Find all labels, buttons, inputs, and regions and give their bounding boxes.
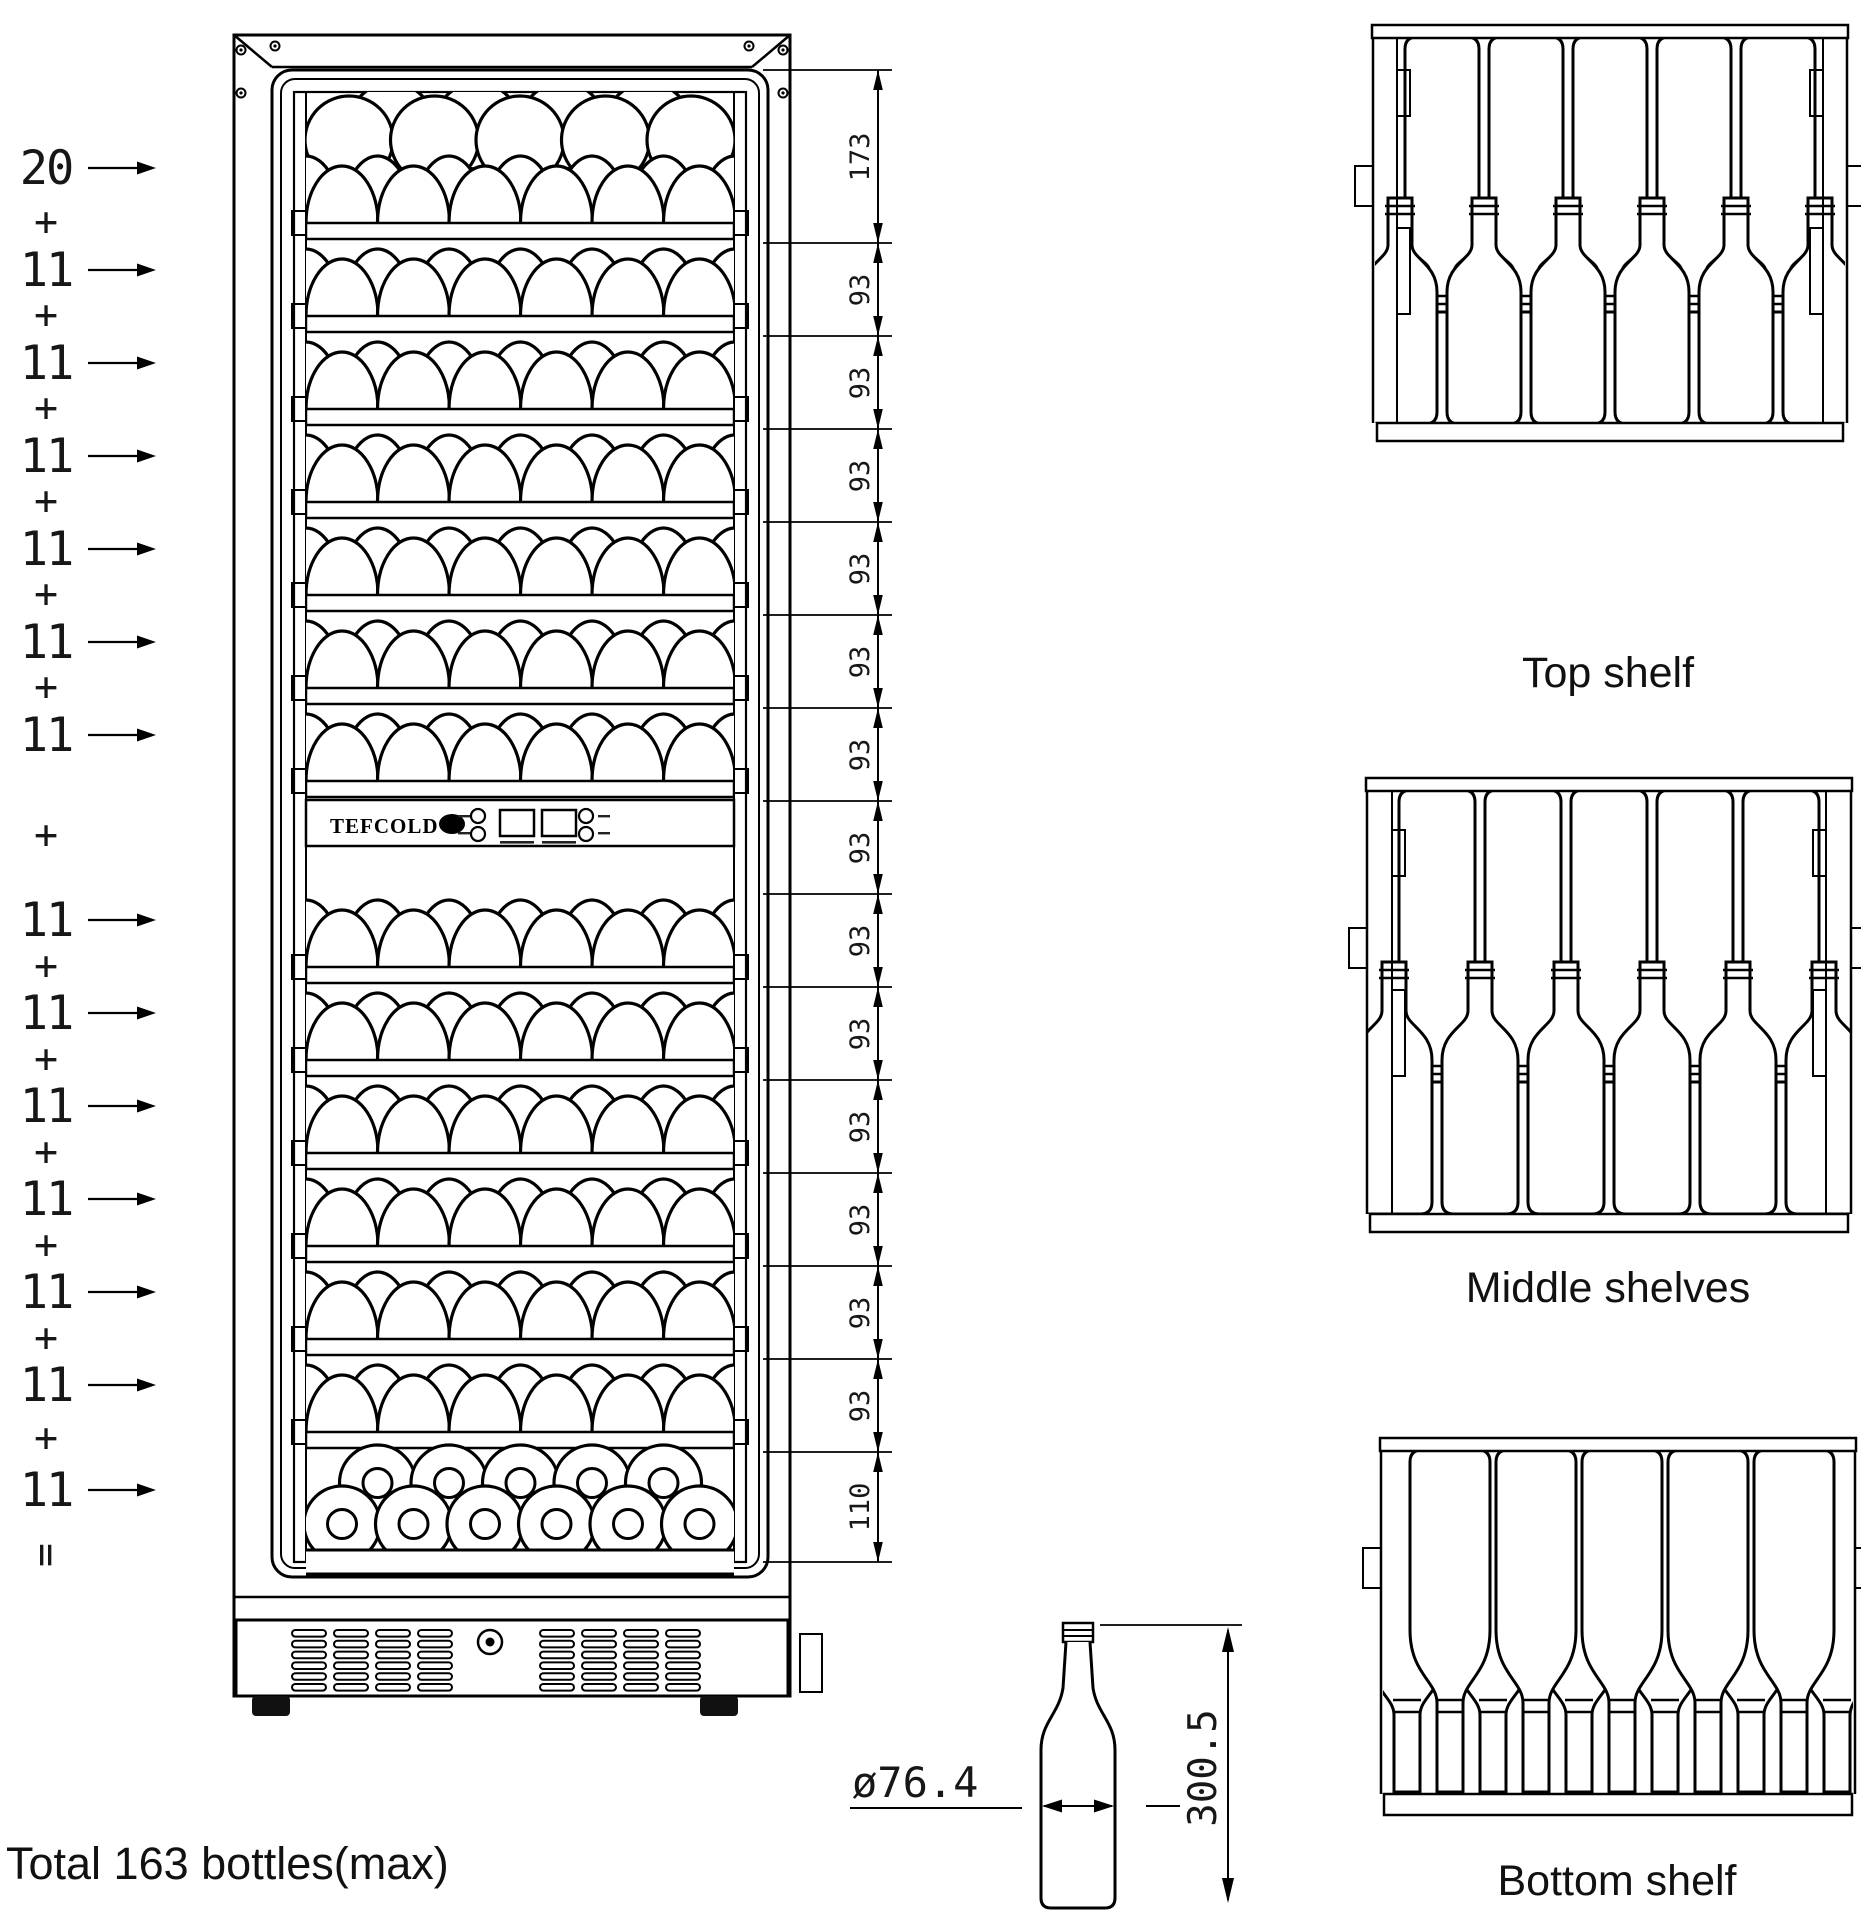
middle-shelves-label: Middle shelves [1465, 1263, 1751, 1312]
plus-sign: + [33, 1129, 59, 1175]
plus-sign: + [33, 199, 59, 245]
dimension-label: 93 [844, 1017, 876, 1050]
plus-sign: + [33, 1415, 59, 1461]
bottle-count-label: 11 [19, 707, 73, 763]
plus-sign: + [33, 1222, 59, 1268]
bottle-count-label: 11 [19, 892, 73, 948]
dimension-label: 93 [844, 831, 876, 864]
plus-sign: + [33, 812, 59, 858]
dimension-label: 93 [844, 1296, 876, 1329]
dimension-label: 93 [844, 924, 876, 957]
bottle-count-label: 11 [19, 1462, 73, 1518]
dimension-label: 173 [844, 132, 876, 181]
plus-sign: + [33, 292, 59, 338]
dimension-label: 93 [844, 552, 876, 585]
dimension-label: 93 [844, 459, 876, 492]
bottle-count-label: 11 [19, 1264, 73, 1320]
bottle-count-label: 11 [19, 335, 73, 391]
bottle-height-label: 300.5 [1180, 1709, 1226, 1827]
plus-sign: + [33, 385, 59, 431]
bottle-count-label: 11 [19, 1357, 73, 1413]
total-bottles-label: Total 163 bottles(max) [6, 1838, 449, 1889]
dimension-label: 93 [844, 738, 876, 771]
top-shelf-label: Top shelf [1521, 648, 1695, 697]
plus-sign: + [33, 943, 59, 989]
plus-sign: + [33, 478, 59, 524]
plus-sign: + [33, 571, 59, 617]
bottle-count-label: 11 [19, 985, 73, 1041]
bottom-shelf-label: Bottom shelf [1497, 1856, 1737, 1905]
plus-sign: + [33, 664, 59, 710]
plus-sign: + [33, 1315, 59, 1361]
bottle-count-label: 11 [19, 1171, 73, 1227]
bottle-count-label: 11 [19, 614, 73, 670]
bottle-count-label: 11 [19, 521, 73, 577]
dimension-label: 110 [844, 1482, 876, 1532]
dimension-label: 93 [844, 1203, 876, 1236]
dimension-label: 93 [844, 366, 876, 399]
bottle-count-label: 11 [19, 1078, 73, 1134]
bottle-count-label: 11 [19, 242, 73, 298]
equals-sign: = [23, 1542, 69, 1568]
plus-sign: + [33, 1036, 59, 1082]
dimension-label: 93 [844, 1389, 876, 1422]
bottle-count-label: 11 [19, 428, 73, 484]
bottle-diameter-label: ø76.4 [852, 1758, 979, 1807]
dimension-label: 93 [844, 645, 876, 678]
dimension-label: 93 [844, 273, 876, 306]
brand-logo: TEFCOLD [330, 814, 439, 838]
bottle-count-label: 20 [19, 140, 73, 196]
dimension-label: 93 [844, 1110, 876, 1143]
